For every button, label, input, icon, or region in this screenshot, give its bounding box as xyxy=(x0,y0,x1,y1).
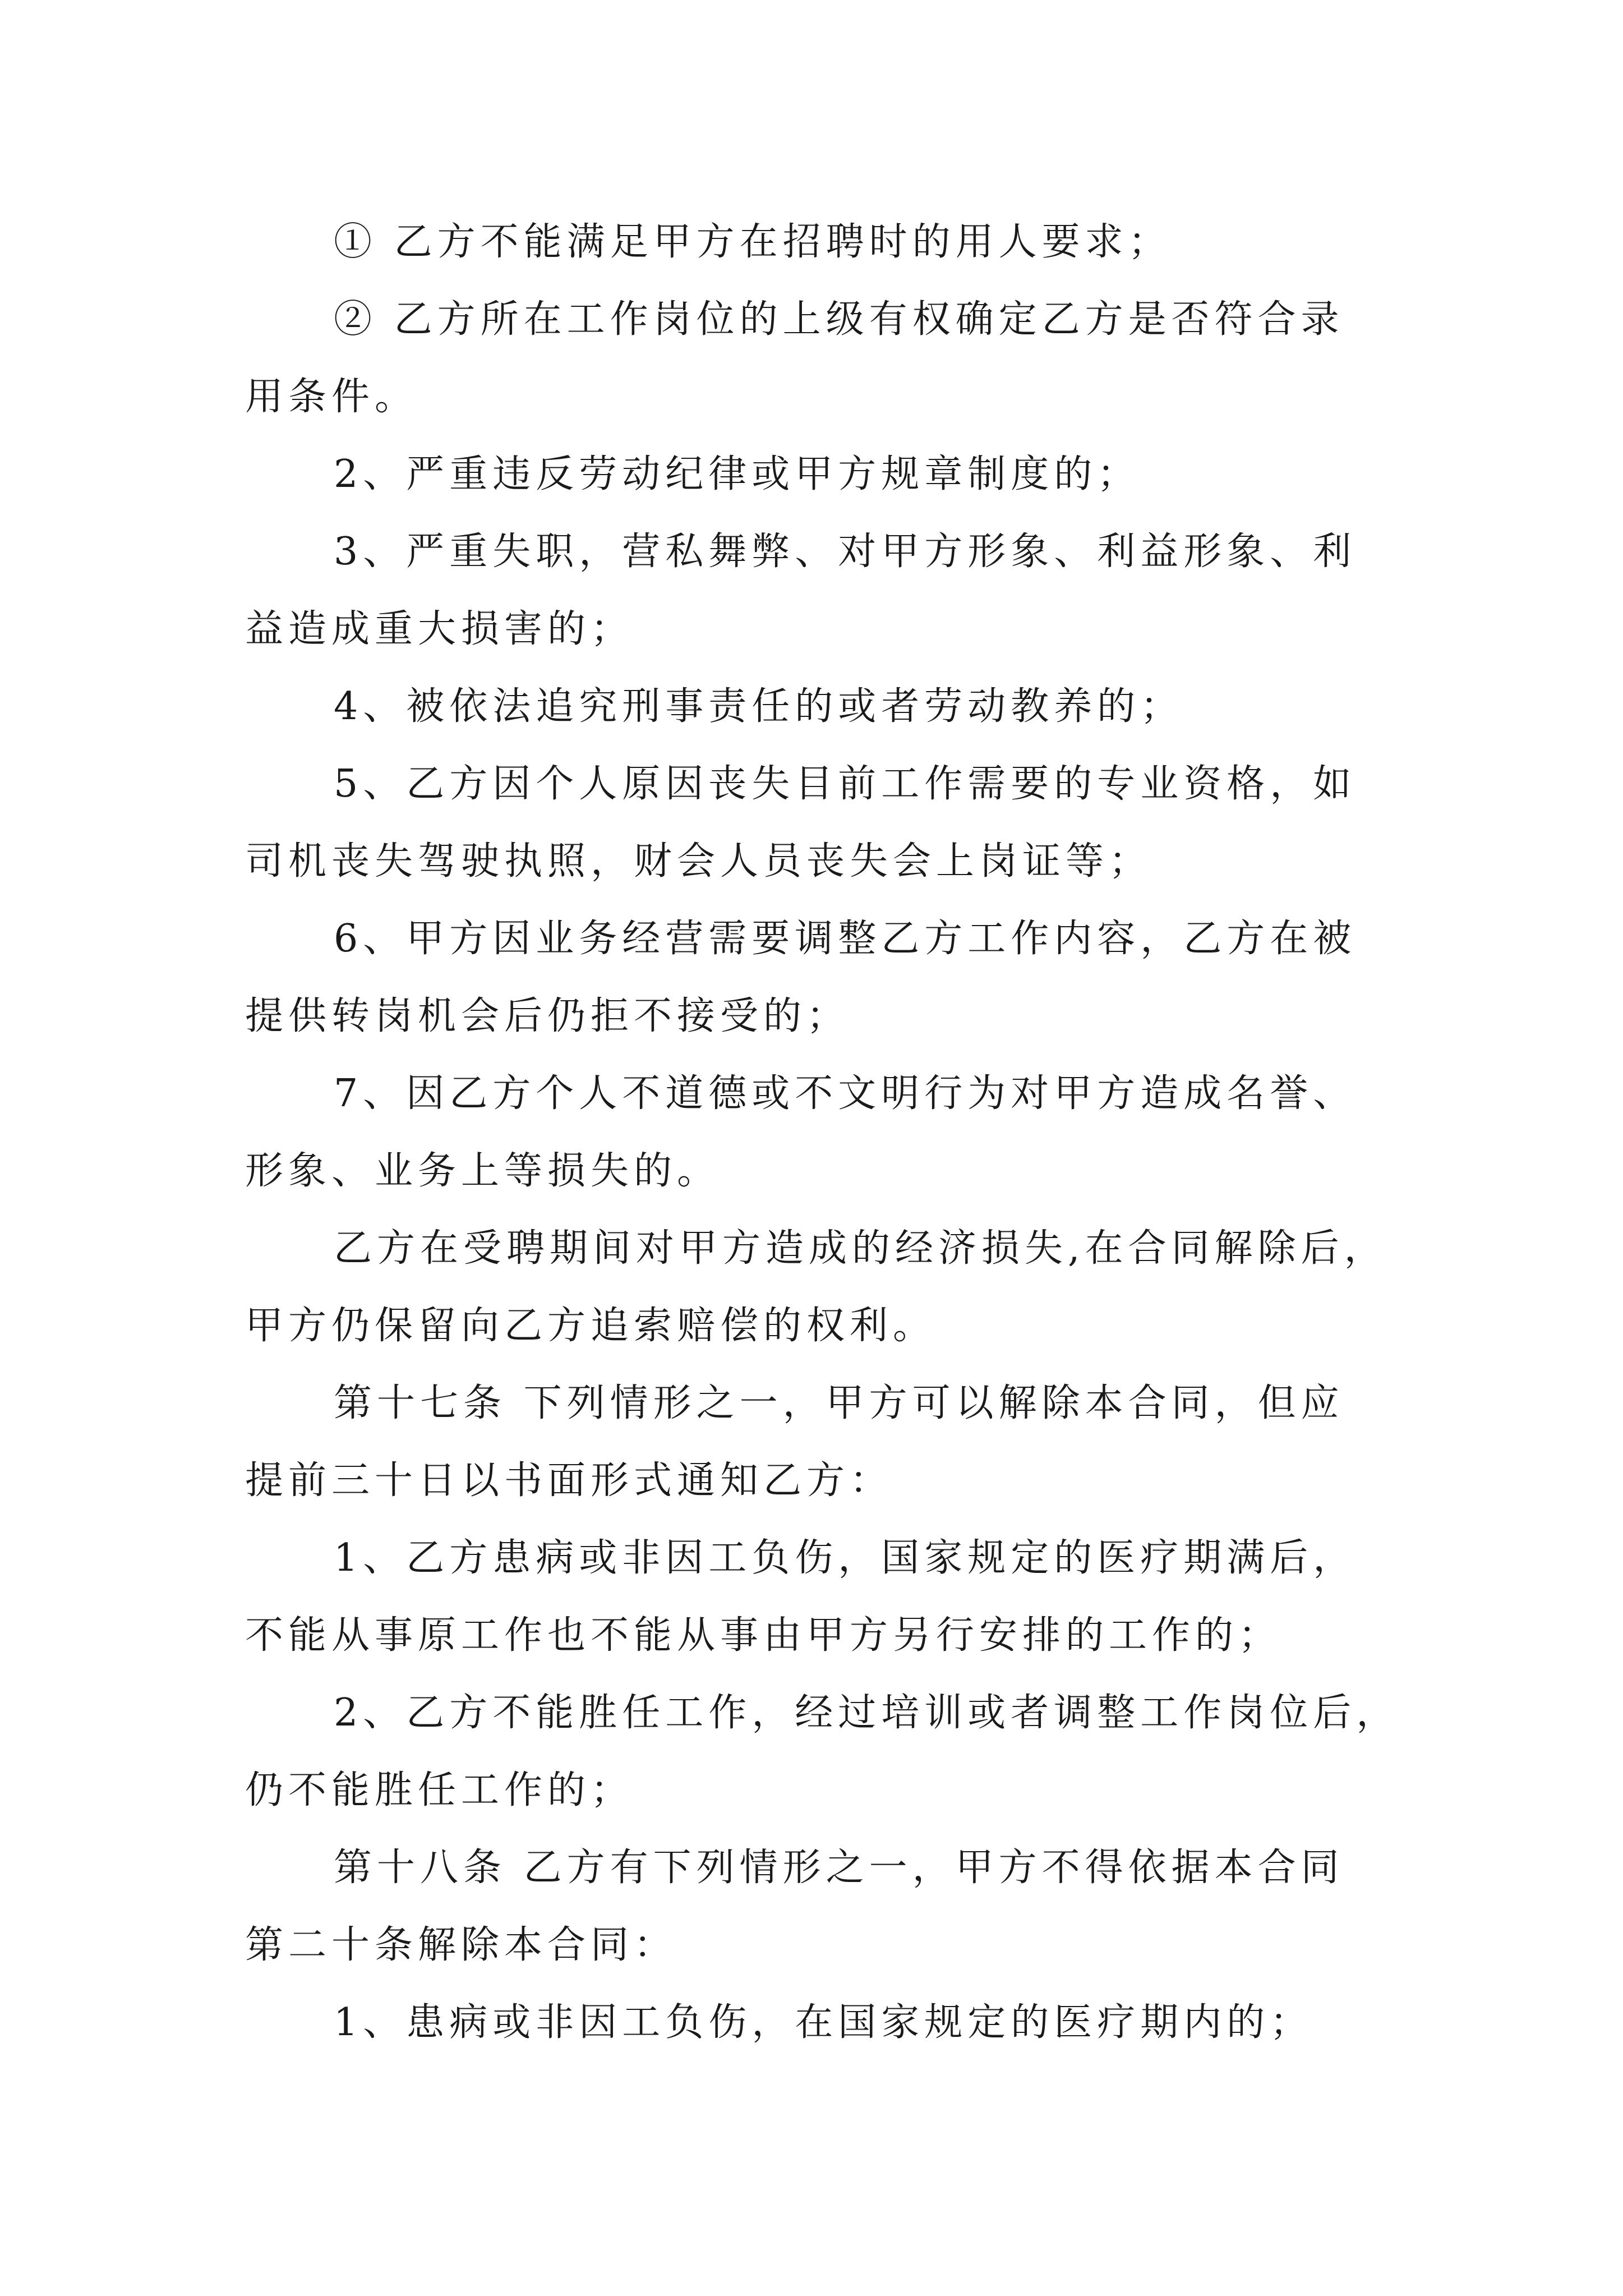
text-line: 2、乙方不能胜任工作，经过培训或者调整工作岗位后， xyxy=(334,1691,1400,1735)
text-line: 乙方在受聘期间对甲方造成的经济损失,在合同解除后， xyxy=(334,1226,1387,1271)
text-line: 1、乙方患病或非因工负伤，国家规定的医疗期满后， xyxy=(334,1536,1357,1580)
text-line: 第二十条解除本合同： xyxy=(245,1923,677,1967)
text-line: ② 乙方所在工作岗位的上级有权确定乙方是否符合录 xyxy=(334,297,1344,342)
text-line: 甲方仍保留向乙方追索赔偿的权利。 xyxy=(245,1304,937,1348)
text-line: 3、严重失职，营私舞弊、对甲方形象、利益形象、利 xyxy=(334,530,1357,574)
text-line: 用条件。 xyxy=(245,375,418,419)
text-line: 7、因乙方个人不道德或不文明行为对甲方造成名誉、 xyxy=(334,1071,1357,1116)
text-line: 仍不能胜任工作的； xyxy=(245,1768,634,1812)
text-line: 司机丧失驾驶执照，财会人员丧失会上岗证等； xyxy=(245,839,1152,884)
text-line: 第十八条 乙方有下列情形之一，甲方不得依据本合同 xyxy=(334,1846,1344,1890)
text-line: 1、患病或非因工负伤，在国家规定的医疗期内的； xyxy=(334,2000,1313,2045)
text-line: 第十七条 下列情形之一，甲方可以解除本合同，但应 xyxy=(334,1381,1344,1425)
text-line: 益造成重大损害的； xyxy=(245,607,634,651)
text-line: 形象、业务上等损失的。 xyxy=(245,1149,721,1193)
text-line: ① 乙方不能满足甲方在招聘时的用人要求； xyxy=(334,220,1172,264)
text-line: 5、乙方因个人原因丧失目前工作需要的专业资格，如 xyxy=(334,762,1357,806)
text-line: 2、严重违反劳动纪律或甲方规章制度的； xyxy=(334,452,1141,496)
text-line: 提前三十日以书面形式通知乙方： xyxy=(245,1458,893,1503)
text-line: 提供转岗机会后仍拒不接受的； xyxy=(245,994,850,1038)
text-line: 4、被依法追究刑事责任的或者劳动教养的； xyxy=(334,684,1184,729)
text-line: 不能从事原工作也不能从事由甲方另行安排的工作的； xyxy=(245,1613,1282,1658)
text-line: 6、甲方因业务经营需要调整乙方工作内容，乙方在被 xyxy=(334,917,1357,961)
